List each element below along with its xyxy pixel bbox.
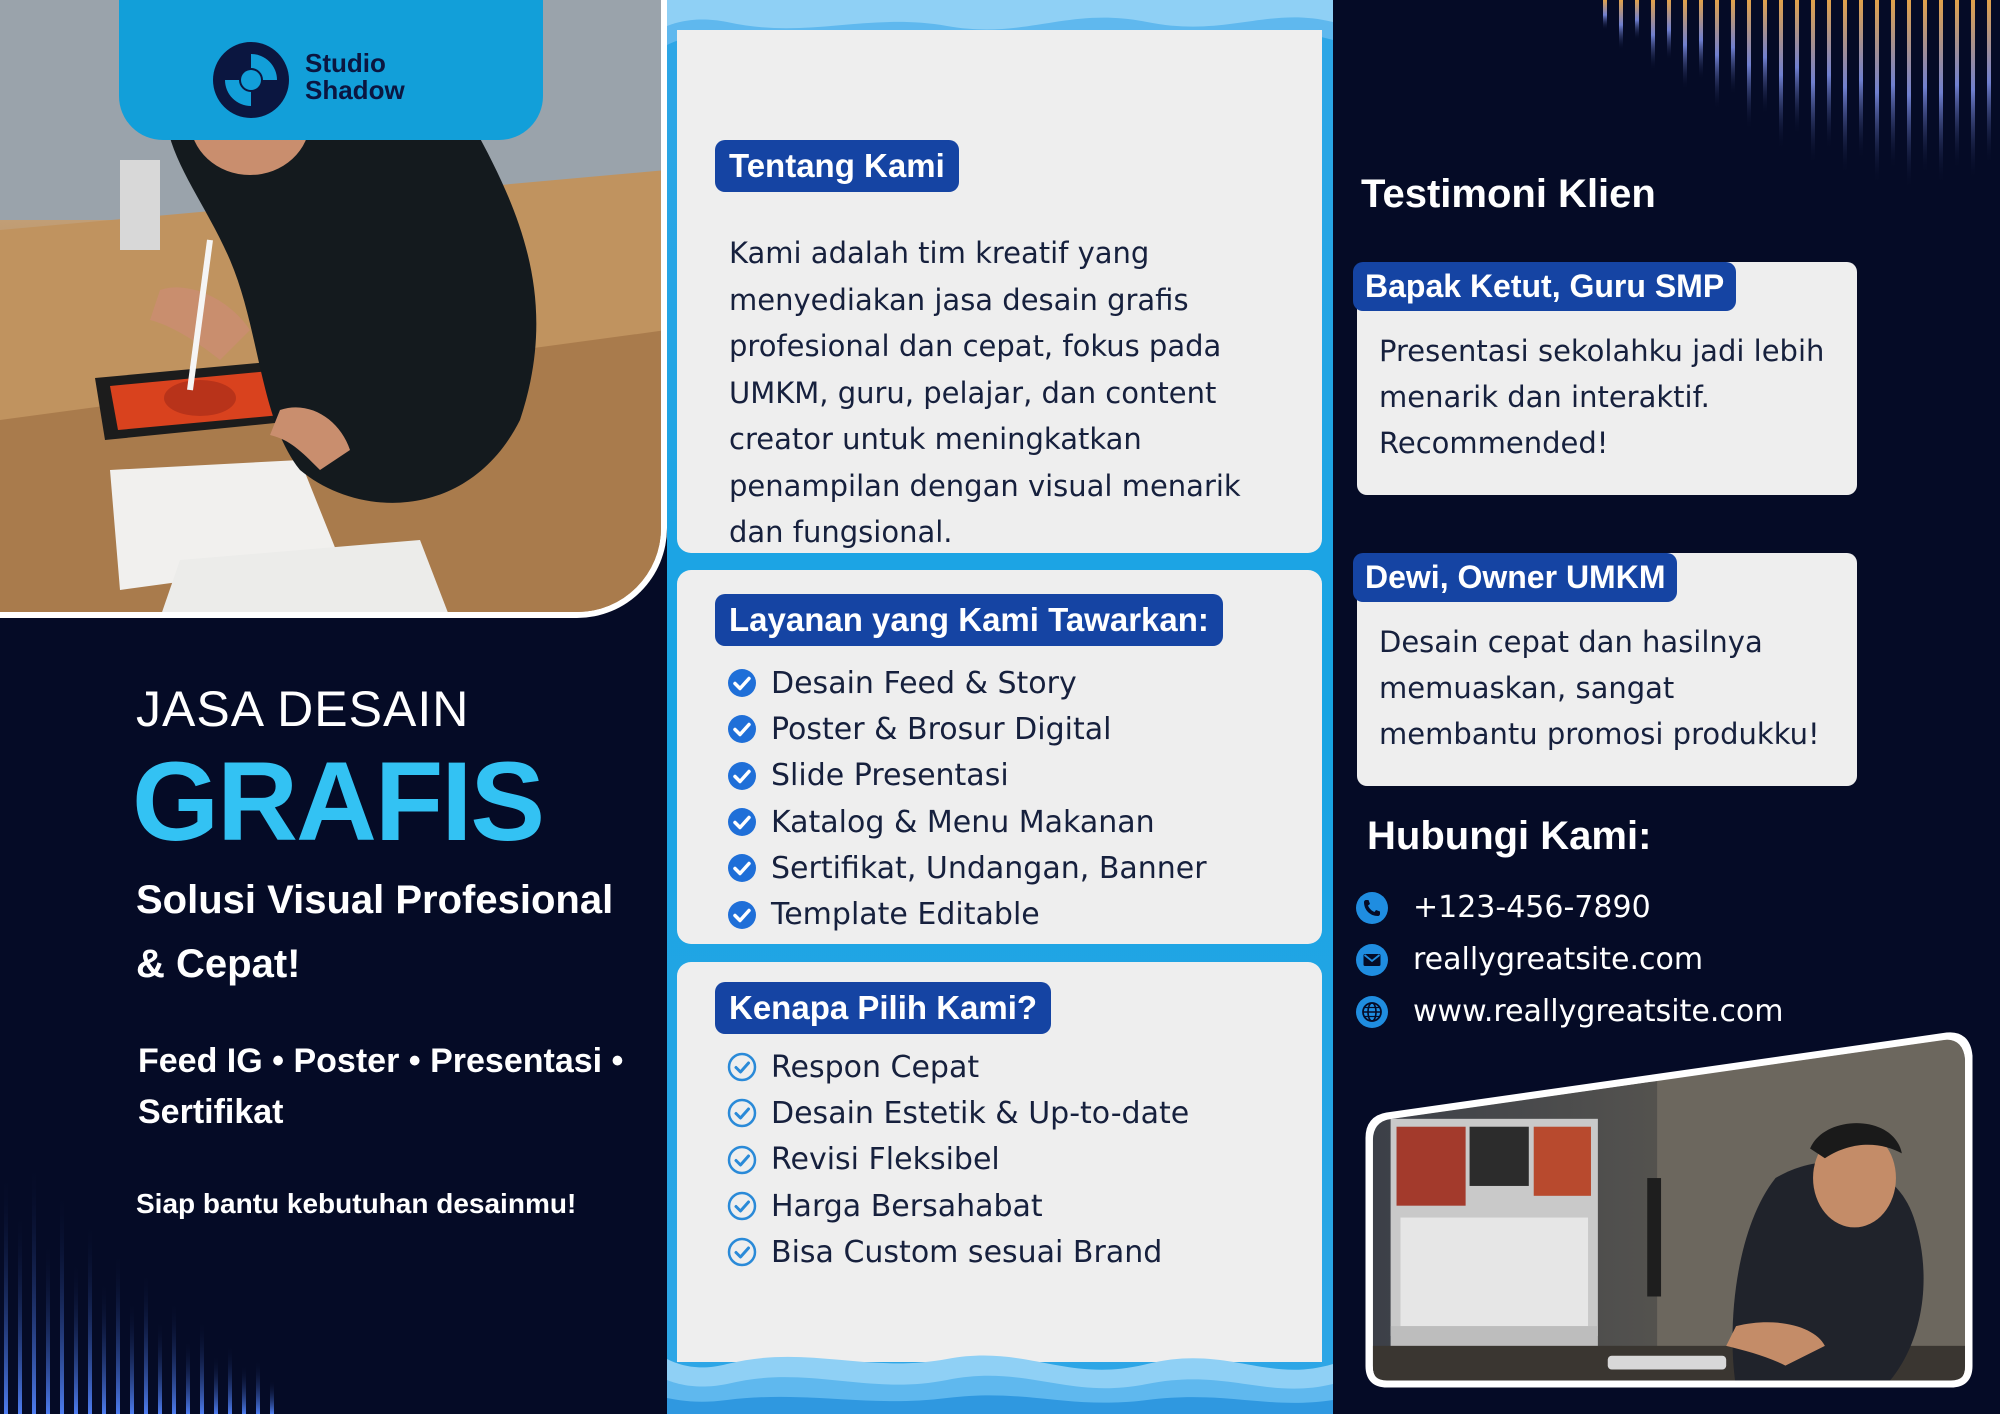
list-item <box>727 706 1207 752</box>
hero-tagline: Solusi Visual Profesional & Cepat! <box>136 878 614 986</box>
check-circle-icon <box>727 668 757 698</box>
service-label: Poster & Brosur Digital <box>771 711 1112 747</box>
brand-name-line1: Studio <box>305 48 386 78</box>
testimonial-card <box>1357 553 1857 786</box>
about-body: Kami adalah tim kreatif yang menyediakan jasa desain grafis profesional dan cepat, fokus pada UMKM, guru, pelajar, dan content creator untuk meningkatkan penampilan dengan visual menarik dan fungsional. <box>729 236 1241 549</box>
check-circle-icon <box>727 714 757 744</box>
check-circle-icon <box>727 900 757 930</box>
testimonial-author: Dewi, Owner UMKM <box>1353 553 1677 602</box>
list-item <box>727 1229 1189 1275</box>
list-item <box>727 845 1207 891</box>
contact-website[interactable] <box>1355 994 1783 1029</box>
testimonials-heading: Testimoni Klien <box>1361 172 1656 216</box>
why-card <box>677 962 1322 1362</box>
website-url: www.reallygreatsite.com <box>1413 994 1784 1029</box>
testimonial-quote: Desain cepat dan hasilnya memuaskan, sangat membantu promosi produkku! <box>1379 625 1820 751</box>
list-item <box>727 753 1207 799</box>
left-panel <box>0 0 667 1414</box>
check-circle-icon <box>727 853 757 883</box>
middle-panel <box>667 0 1333 1414</box>
list-item <box>727 1137 1189 1183</box>
contact-heading: Hubungi Kami: <box>1367 814 1652 858</box>
list-item <box>727 660 1207 706</box>
studio-shadow-logo-icon <box>211 40 291 120</box>
reason-label: Harga Bersahabat <box>771 1188 1043 1224</box>
logo-tab <box>119 0 543 140</box>
why-title: Kenapa Pilih Kami? <box>715 982 1051 1034</box>
hero-cta-text: Siap bantu kebutuhan desainmu! <box>136 1188 577 1219</box>
list-item <box>727 799 1207 845</box>
service-label: Sertifikat, Undangan, Banner <box>771 850 1207 886</box>
phone-icon <box>1355 891 1389 925</box>
reason-label: Respon Cepat <box>771 1049 980 1085</box>
check-outline-icon <box>727 1052 757 1082</box>
contact-phone[interactable] <box>1355 890 1651 925</box>
list-item <box>727 1183 1189 1229</box>
list-item <box>727 1044 1189 1090</box>
decorative-stripes <box>0 1150 340 1414</box>
email-address: reallygreatsite.com <box>1413 942 1704 977</box>
check-outline-icon <box>727 1191 757 1221</box>
check-circle-icon <box>727 761 757 791</box>
service-label: Katalog & Menu Makanan <box>771 804 1155 840</box>
hero-heading-small: JASA DESAIN <box>136 681 470 737</box>
testimonial-author: Bapak Ketut, Guru SMP <box>1353 262 1736 311</box>
service-label: Template Editable <box>771 897 1040 933</box>
mail-icon <box>1355 943 1389 977</box>
list-item <box>727 891 1207 937</box>
services-list <box>727 660 1207 938</box>
brand-name <box>305 50 405 104</box>
reason-label: Bisa Custom sesuai Brand <box>771 1234 1163 1270</box>
services-title: Layanan yang Kami Tawarkan: <box>715 594 1223 646</box>
globe-icon <box>1355 995 1389 1029</box>
contact-email[interactable] <box>1355 942 1703 977</box>
brand-name-line2: Shadow <box>305 75 405 105</box>
right-panel <box>1333 0 2000 1414</box>
bottom-wave-decoration <box>667 1334 1333 1414</box>
testimonial-quote: Presentasi sekolahku jadi lebih menarik dan interaktif. Recommended! <box>1379 334 1825 460</box>
why-list <box>727 1044 1189 1275</box>
service-label: Slide Presentasi <box>771 758 1009 794</box>
testimonial-card <box>1357 262 1857 495</box>
check-outline-icon <box>727 1237 757 1267</box>
check-outline-icon <box>727 1098 757 1128</box>
check-circle-icon <box>727 807 757 837</box>
workstation-photo <box>1357 1026 1983 1388</box>
reason-label: Revisi Fleksibel <box>771 1142 1000 1178</box>
reason-label: Desain Estetik & Up-to-date <box>771 1095 1190 1131</box>
services-card <box>677 570 1322 944</box>
phone-number: +123-456-7890 <box>1413 890 1651 925</box>
about-card <box>677 30 1322 553</box>
hero-heading-large: GRAFIS <box>132 739 544 864</box>
hero-services: Feed IG • Poster • Presentasi • Sertifikat <box>138 1042 624 1131</box>
decorative-stripes <box>1593 0 2000 190</box>
about-title: Tentang Kami <box>715 140 959 192</box>
service-label: Desain Feed & Story <box>771 665 1077 701</box>
list-item <box>727 1090 1189 1136</box>
check-outline-icon <box>727 1145 757 1175</box>
designer-photo <box>0 0 667 618</box>
